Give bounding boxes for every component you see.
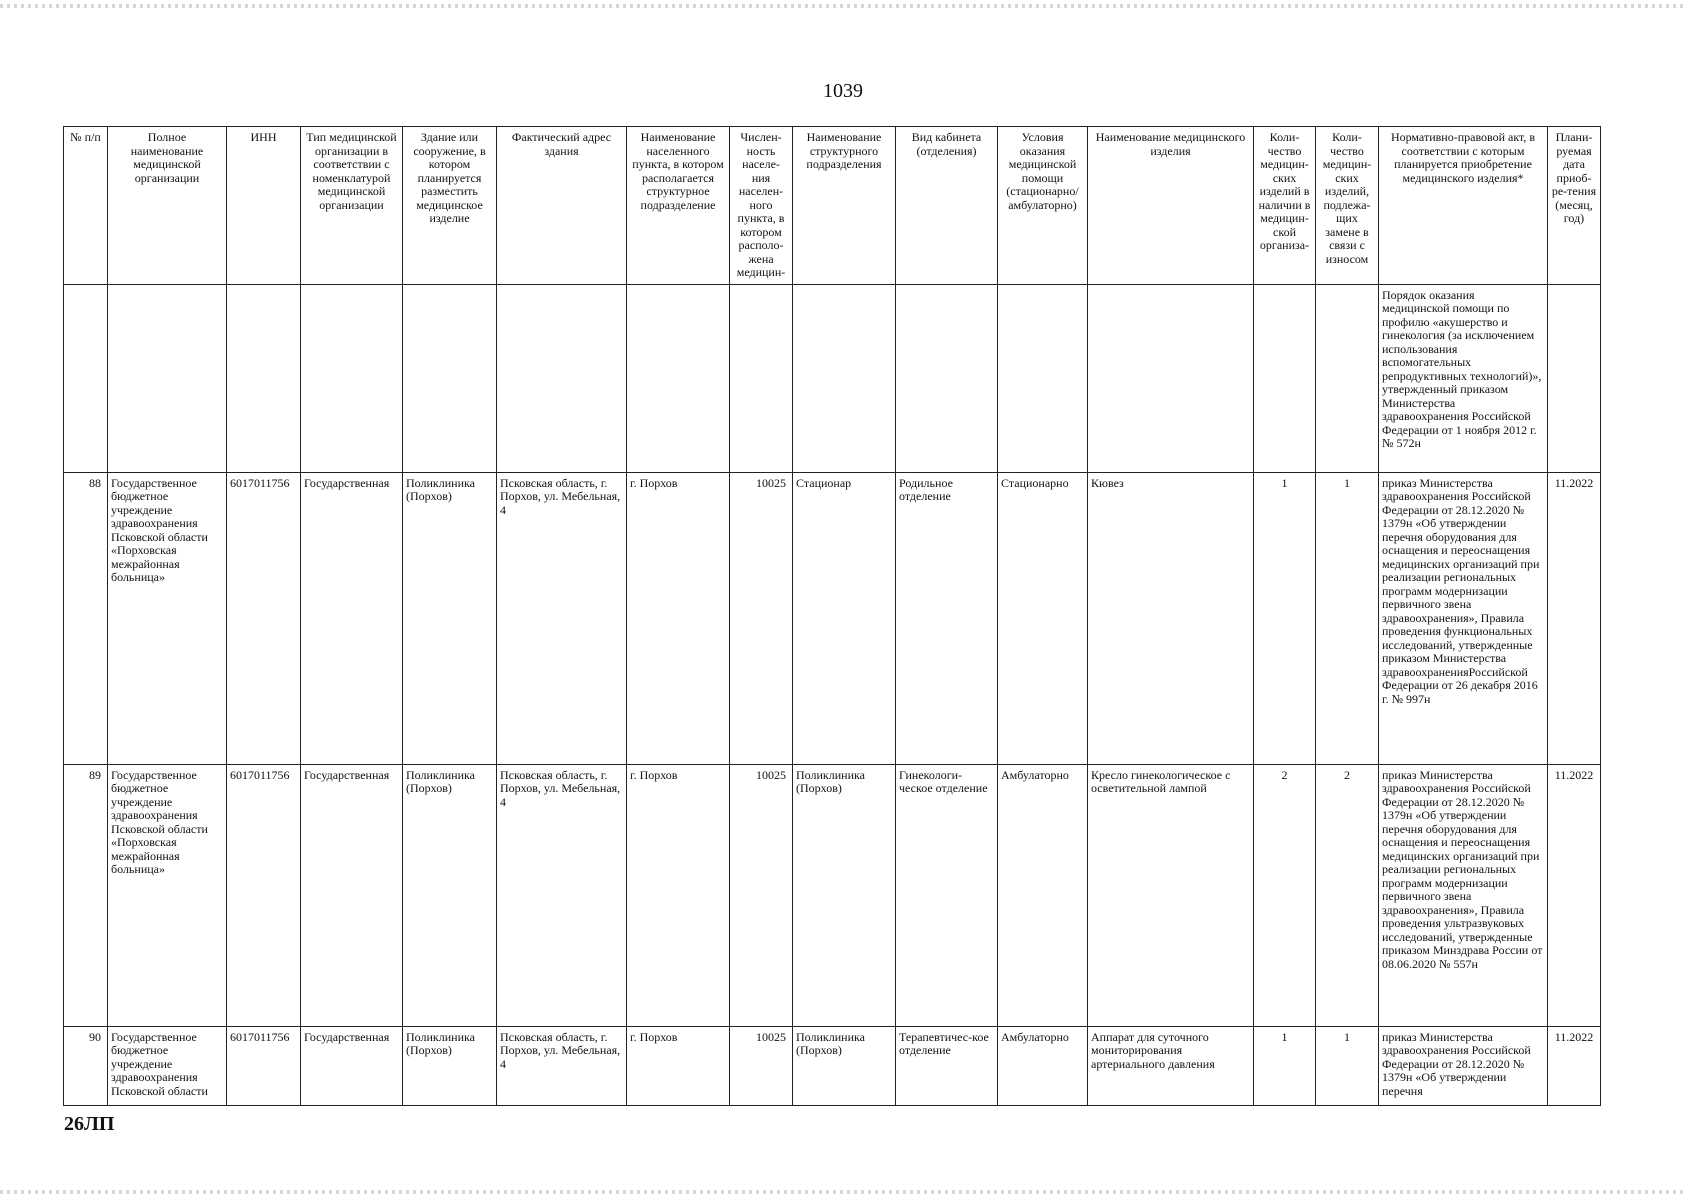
available-count: 2 <box>1254 764 1316 1026</box>
column-header: Коли-чество медицин-ских изделий в наличии в медицин-ской организа- <box>1254 127 1316 285</box>
device-cell: Аппарат для суточного мониторирования артериального давления <box>1088 1026 1254 1105</box>
page-number: 1039 <box>823 80 863 102</box>
organization-name: Государственное бюджетное учреждение здравоохранения Псковской области <box>108 1026 227 1105</box>
organization-name: Государственное бюджетное учреждение здравоохранения Псковской области «Порховская межрайонная больница» <box>108 764 227 1026</box>
medical-equipment-table <box>63 126 1601 1106</box>
column-header: Наименование населенного пункта, в котором располагается структурное подразделение <box>627 127 730 285</box>
row-number: 90 <box>64 1026 108 1105</box>
replace-count: 2 <box>1316 764 1379 1026</box>
table-header-row <box>64 127 1601 285</box>
cabinet-cell: Гинекологи-ческое отделение <box>896 764 998 1026</box>
table-cell <box>998 284 1088 472</box>
address-cell: Псковская область, г. Порхов, ул. Мебельная, 4 <box>497 472 627 764</box>
row-number: 88 <box>64 472 108 764</box>
replace-count: 1 <box>1316 1026 1379 1105</box>
table-cell <box>1548 284 1601 472</box>
table-cell <box>403 284 497 472</box>
device-cell: Кювез <box>1088 472 1254 764</box>
continuation-act-cell: Порядок оказания медицинской помощи по профилю «акушерство и гинекология (за исключением использования вспомогательных репродуктивных технологий)», утвержденный приказом Министерства здравоохранения Российской Федерации от 1 ноября 2012 г. № 572н <box>1379 284 1548 472</box>
locality-cell: г. Порхов <box>627 1026 730 1105</box>
table-cell <box>497 284 627 472</box>
legal-act-cell: приказ Министерства здравоохранения Российской Федерации от 28.12.2020 № 1379н «Об утверждении перечня оборудования для оснащения и переоснащения медицинских организаций при реализации региональных программ модернизации первичного звена здравоохранения», Правила проведения функциональных исследований, утвержденные приказом Министерства здравоохраненияРоссийской Федерации от 26 декабря 2016 г. № 997н <box>1379 472 1548 764</box>
building-cell: Поликлиника (Порхов) <box>403 472 497 764</box>
population-cell: 10025 <box>730 1026 793 1105</box>
building-cell: Поликлиника (Порхов) <box>403 1026 497 1105</box>
table-cell <box>627 284 730 472</box>
cabinet-cell: Родильное отделение <box>896 472 998 764</box>
table-cell <box>1316 284 1379 472</box>
table-cell <box>227 284 301 472</box>
table-cell <box>1254 284 1316 472</box>
column-header: Условия оказания медицинской помощи (стационарно/ амбулаторно) <box>998 127 1088 285</box>
scan-edge-top <box>0 4 1686 8</box>
column-header: Коли-чество медицин-ских изделий, подлежа-щих замене в связи с износом <box>1316 127 1379 285</box>
column-header: Плани-руемая дата приоб-ре-тения (месяц, год) <box>1548 127 1601 285</box>
column-header: Полное наименование медицинской организации <box>108 127 227 285</box>
organization-type: Государственная <box>301 472 403 764</box>
table-cell <box>793 284 896 472</box>
column-header: Здание или сооружение, в котором планируется разместить медицинское изделие <box>403 127 497 285</box>
conditions-cell: Амбулаторно <box>998 764 1088 1026</box>
table-cell <box>1088 284 1254 472</box>
table-cell <box>896 284 998 472</box>
planned-date: 11.2022 <box>1548 1026 1601 1105</box>
column-header: Фактический адрес здания <box>497 127 627 285</box>
table-row <box>64 1026 1601 1105</box>
column-header: Наименование структурного подразделения <box>793 127 896 285</box>
column-header: Тип медицинской организации в соответствии с номенклатурой медицинской организации <box>301 127 403 285</box>
device-cell: Кресло гинекологическое с осветительной лампой <box>1088 764 1254 1026</box>
table-cell <box>730 284 793 472</box>
unit-cell: Стационар <box>793 472 896 764</box>
inn-cell: 6017011756 <box>227 764 301 1026</box>
column-header: № п/п <box>64 127 108 285</box>
planned-date: 11.2022 <box>1548 764 1601 1026</box>
unit-cell: Поликлиника (Порхов) <box>793 764 896 1026</box>
building-cell: Поликлиника (Порхов) <box>403 764 497 1026</box>
table-row <box>64 764 1601 1026</box>
inn-cell: 6017011756 <box>227 1026 301 1105</box>
column-header: Числен-ность населе-ния населен-ного пункта, в котором располо-жена медицин- <box>730 127 793 285</box>
table-cell <box>64 284 108 472</box>
continuation-row <box>64 284 1601 472</box>
conditions-cell: Амбулаторно <box>998 1026 1088 1105</box>
column-header: Наименование медицинского изделия <box>1088 127 1254 285</box>
planned-date: 11.2022 <box>1548 472 1601 764</box>
document-code: 26ЛП <box>64 1113 115 1135</box>
legal-act-cell: приказ Министерства здравоохранения Российской Федерации от 28.12.2020 № 1379н «Об утверждении перечня <box>1379 1026 1548 1105</box>
column-header: Нормативно-правовой акт, в соответствии с которым планируется приобретение медицинского изделия* <box>1379 127 1548 285</box>
available-count: 1 <box>1254 1026 1316 1105</box>
column-header: ИНН <box>227 127 301 285</box>
organization-name: Государственное бюджетное учреждение здравоохранения Псковской области «Порховская межрайонная больница» <box>108 472 227 764</box>
population-cell: 10025 <box>730 764 793 1026</box>
population-cell: 10025 <box>730 472 793 764</box>
replace-count: 1 <box>1316 472 1379 764</box>
row-number: 89 <box>64 764 108 1026</box>
organization-type: Государственная <box>301 764 403 1026</box>
address-cell: Псковская область, г. Порхов, ул. Мебельная, 4 <box>497 1026 627 1105</box>
available-count: 1 <box>1254 472 1316 764</box>
column-header: Вид кабинета (отделения) <box>896 127 998 285</box>
unit-cell: Поликлиника (Порхов) <box>793 1026 896 1105</box>
organization-type: Государственная <box>301 1026 403 1105</box>
locality-cell: г. Порхов <box>627 472 730 764</box>
legal-act-cell: приказ Министерства здравоохранения Российской Федерации от 28.12.2020 № 1379н «Об утверждении перечня оборудования для оснащения и переоснащения медицинских организаций при реализации региональных программ модернизации первичного звена здравоохранения», Правила проведения ультразвуковых исследований, утвержденные приказом Минздрава России от 08.06.2020 № 557н <box>1379 764 1548 1026</box>
table-cell <box>301 284 403 472</box>
locality-cell: г. Порхов <box>627 764 730 1026</box>
inn-cell: 6017011756 <box>227 472 301 764</box>
table-cell <box>108 284 227 472</box>
conditions-cell: Стационарно <box>998 472 1088 764</box>
cabinet-cell: Терапевтичес-кое отделение <box>896 1026 998 1105</box>
address-cell: Псковская область, г. Порхов, ул. Мебельная, 4 <box>497 764 627 1026</box>
table-row <box>64 472 1601 764</box>
scan-edge-bottom <box>0 1190 1686 1194</box>
